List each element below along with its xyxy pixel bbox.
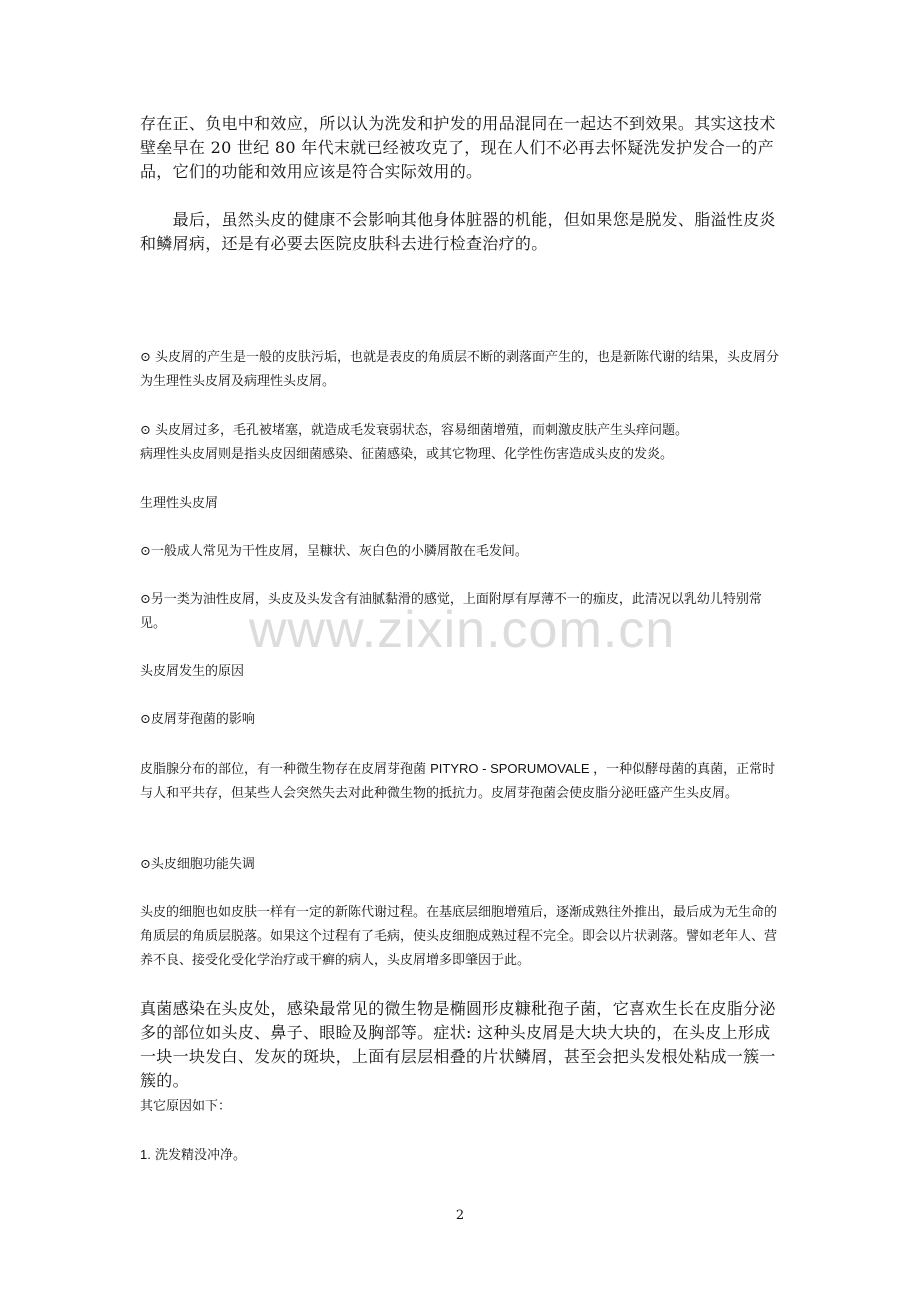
paragraph-dry-dandruff: ⊙一般成人常见为干性皮屑，呈糠状、灰白色的小膦屑散在毛发间。 [140,544,528,559]
heading-other-causes: 其它原因如下： [140,1099,232,1114]
paragraph-fungal-infection: 真菌感染在头皮处，感染最常见的微生物是椭圆形皮糠秕孢子菌，它喜欢生长在皮脂分泌多的部位如头皮、鼻子、眼睑及胸部等。症状: 这种头皮屑是大块大块的，在头皮上形成一块一块发白、发灰的斑块，上面有层层相叠的片状鳞屑，甚至会把头发根处粘成一簇一簇的。 [140,999,776,1090]
p5-text-after: 一种似酵母菌的真菌，正常时与人和平共存，但某些人会突然失去对此种微生物的抵抗力。皮屑芽孢菌会使皮脂分泌旺盛产生头皮屑。 [140,762,776,801]
paragraph-top-1: 存在正、负电中和效应，所以认为洗发和护发的用品混同在一起达不到效果。其实这技术壁垒早在 20 世纪 80 年代末就已经被攻克了，现在人们不必再去怀疑洗发护发合一的产品，它们的功能和效用应该是符合实际效用的。 [140,114,776,181]
p5-text-before: 皮脂腺分布的部位，有一种微生物存在皮屑芽孢菌 [140,762,431,777]
heading-pityrosporum: ⊙皮屑芽孢菌的影响 [140,712,255,727]
page-number: 2 [455,1208,465,1223]
list-item-1-number: 1. [140,1147,151,1162]
paragraph-excess-dandruff: ⊙ 头皮屑过多，毛孔被堵塞，就造成毛发衰弱状态，容易细菌增殖，而刺激皮肤产生头痒问题。 [140,423,689,438]
list-item-1 [140,1143,780,1168]
list-item-1-text: 洗发精没冲净。 [150,1148,246,1163]
paragraph-pathological: 病理性头皮屑则是指头皮因细菌感染、征菌感染，或其它物理、化学性伤害造成头皮的发炎。 [140,447,674,462]
heading-causes: 头皮屑发生的原因 [140,664,245,679]
watermark: www.zixin.com.cn [248,601,676,659]
paragraph-pityrosporum [140,757,780,806]
p5-latin-name: PITYRO - SPORUMOVALE ， [430,761,607,776]
paragraph-oily-dandruff: ⊙另一类为油性皮屑，头皮及头发含有油腻黏滑的感觉，上面附厚有厚薄不一的痂皮，此清况以乳幼儿特别常见。 [140,592,762,631]
heading-cell-dysfunction: ⊙头皮细胞功能失调 [140,857,255,872]
paragraph-cell-metabolism: 头皮的细胞也如皮肤一样有一定的新陈代谢过程。在基底层细胞增殖后，逐渐成熟往外推出，最后成为无生命的角质层的角质层脱落。如果这个过程有了毛病，使头皮细胞成熟过程不完全。即会以片状剥落。譬如老年人、营养不良、接受化受化学治疗或干癣的病人，头皮屑增多即肇因于此。 [140,905,778,968]
paragraph-top-2: 最后，虽然头皮的健康不会影响其他身体脏器的机能，但如果您是脱发、脂溢性皮炎和鳞屑病，还是有必要去医院皮肤科去进行检查治疗的。 [140,210,776,253]
paragraph-dandruff-origin: ⊙ 头皮屑的产生是一般的皮肤污垢，也就是表皮的角质层不断的剥落面产生的，也是新陈代谢的结果，头皮屑分为生理性头皮屑及病理性头皮屑。 [140,350,780,389]
heading-physiological: 生理性头皮屑 [140,496,219,511]
